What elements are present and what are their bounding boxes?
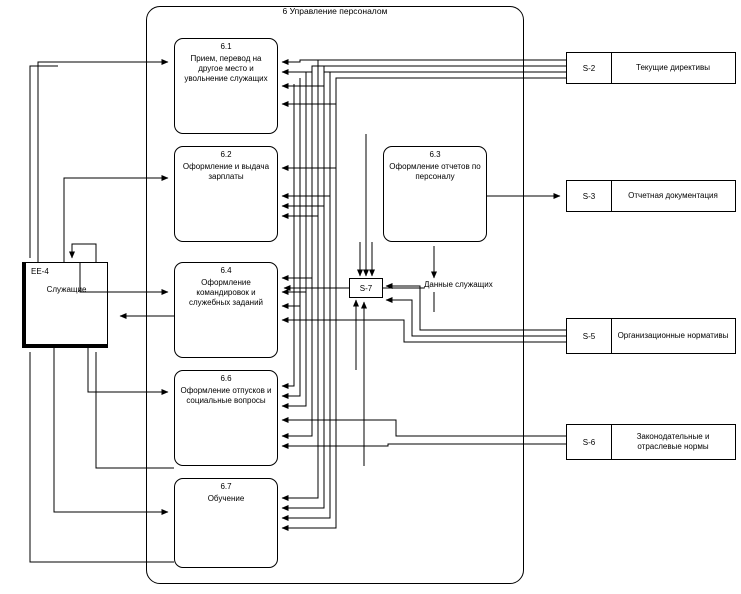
- process-6-1-number: 6.1: [220, 42, 232, 51]
- process-6-6-number: 6.6: [220, 374, 232, 383]
- store-s3-name: Отчетная документация: [628, 190, 718, 200]
- process-6-4-number: 6.4: [220, 266, 232, 275]
- external-entity-ee4-name: Служащие: [46, 285, 87, 294]
- store-s2[interactable]: [566, 52, 736, 84]
- process-6-3[interactable]: [383, 146, 487, 242]
- store-s5[interactable]: [566, 318, 736, 354]
- process-6-6[interactable]: [174, 370, 278, 466]
- process-6-2-number: 6.2: [220, 150, 232, 159]
- store-s6[interactable]: [566, 424, 736, 460]
- process-6-7[interactable]: [174, 478, 278, 568]
- store-s3-code: S-3: [567, 181, 612, 211]
- store-s6-name: Законодательные и отраслевые нормы: [636, 431, 710, 451]
- store-s3[interactable]: [566, 180, 736, 212]
- external-entity-ee4-code: EE-4: [31, 267, 49, 276]
- external-entity-ee4[interactable]: [22, 262, 108, 348]
- store-s5-name: Организационные нормативы: [617, 330, 729, 340]
- process-6-7-number: 6.7: [220, 482, 232, 491]
- store-s2-name: Текущие директивы: [636, 62, 710, 72]
- store-s2-code: S-2: [567, 53, 612, 83]
- data-node-s7[interactable]: [349, 278, 383, 298]
- process-6-2[interactable]: [174, 146, 278, 242]
- process-6-7-title: Обучение: [207, 494, 245, 503]
- process-6-4-title: Оформление командировок и служебных заданий: [188, 278, 264, 307]
- data-node-s7-code: S-7: [359, 283, 373, 293]
- store-s5-code: S-5: [567, 319, 612, 353]
- data-node-s7-label: Данные служащих: [424, 280, 493, 289]
- process-6-4[interactable]: [174, 262, 278, 358]
- process-6-1[interactable]: [174, 38, 278, 134]
- store-s6-code: S-6: [567, 425, 612, 459]
- process-6-1-title: Прием, перевод на другое место и увольнение служащих: [184, 54, 268, 83]
- process-6-3-number: 6.3: [429, 150, 441, 159]
- process-6-6-title: Оформление отпусков и социальные вопросы: [180, 386, 272, 405]
- diagram-title: 6 Управление персоналом: [282, 6, 388, 16]
- process-6-2-title: Оформление и выдача зарплаты: [182, 162, 270, 181]
- process-6-3-title: Оформление отчетов по персоналу: [389, 162, 481, 181]
